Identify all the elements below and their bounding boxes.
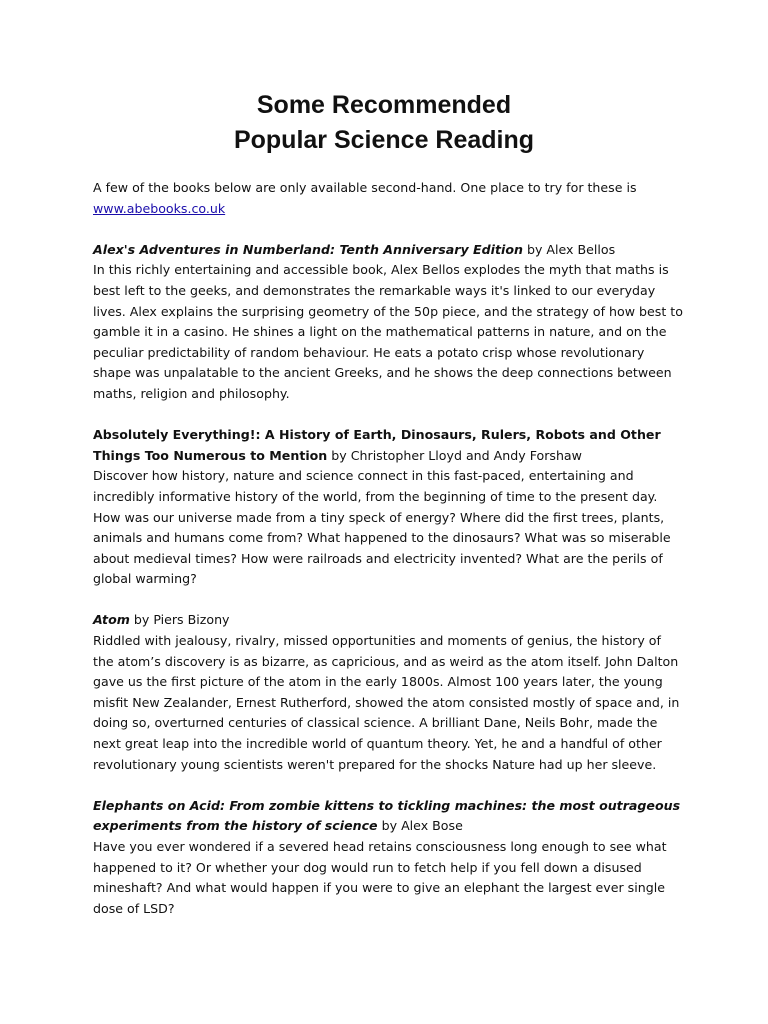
book-author: by Alex Bose [377,818,463,834]
book-description: In this richly entertaining and accessible book, Alex Bellos explodes the myth that maths is best left to the geeks, and demonstrates the remarkable ways it's linked to our everyday lives. Alex explains the surprising geometry of the 50p piece, and the strategy of how best to gamble it in a casino. He shines a light on the mathematical patterns in nature, and on the peculiar predictability of random behaviour. He eats a potato crisp whose revolutionary shape was unpalatable to the ancient Greeks, and he shows the deep connections between maths, religion and philosophy. [93,262,683,401]
page-title-line-1: Some Recommended [256,91,512,119]
intro-text: A few of the books below are only available second-hand. One place to try for these is [93,180,637,195]
book-description: Have you ever wondered if a severed head retains consciousness long enough to see what happened to it? Or whether your dog would run to fetch help if you fell down a disused mineshaft? And what would happen if you were to give an elephant the largest ever single dose of LSD? [93,839,667,916]
page-title-line-2: Popular Science Reading [233,126,535,154]
book-entry-atom [93,610,683,775]
abebooks-link[interactable]: www.abebooks.co.uk [93,200,226,216]
book-description: Discover how history, nature and science connect in this fast-paced, entertaining and incredibly informative history of the world, from the beginning of time to the present day. How was our universe made from a tiny speck of energy? Where did the first trees, plants, animals and humans come from? What happened to the dinosaurs? What was so miserable about medieval times? How were railroads and electricity invented? What are the perils of global warming? [93,468,671,587]
book-title: Atom [93,612,130,628]
book-description: Riddled with jealousy, rivalry, missed opportunities and moments of genius, the history of the atom’s discovery is as bizarre, as capricious, and as weird as the atom itself. John Dalton gave us the first picture of the atom in the early 1800s. Almost 100 years later, the young misfit New Zealander, Ernest Rutherford, showed the atom consisted mostly of space and, in doing so, overturned centuries of classical science. A brilliant Dane, Neils Bohr, made the next great leap into the incredible world of quantum theory. Yet, he and a handful of other revolutionary young scientists weren't prepared for the shocks Nature had up her sleeve. [93,633,680,772]
book-entry-absolutely-everything [93,425,683,590]
document-body [93,178,683,940]
book-title: Alex's Adventures in Numberland: Tenth Anniversary Edition [93,241,523,257]
book-author: by Piers Bizony [129,612,230,628]
book-entry-elephants-on-acid [93,796,683,920]
book-title: Elephants on Acid: From zombie kittens to tickling machines: the most outrageous experiments from the history of science [93,797,681,834]
book-author: by Alex Bellos [522,241,616,257]
book-entry-numberland [93,240,683,405]
book-author: by Christopher Lloyd and Andy Forshaw [327,447,582,463]
intro-paragraph [93,178,683,219]
book-title: Absolutely Everything!: A History of Earth, Dinosaurs, Rulers, Robots and Other Things Too Numerous to Mention [93,427,661,463]
page-title [0,88,768,158]
